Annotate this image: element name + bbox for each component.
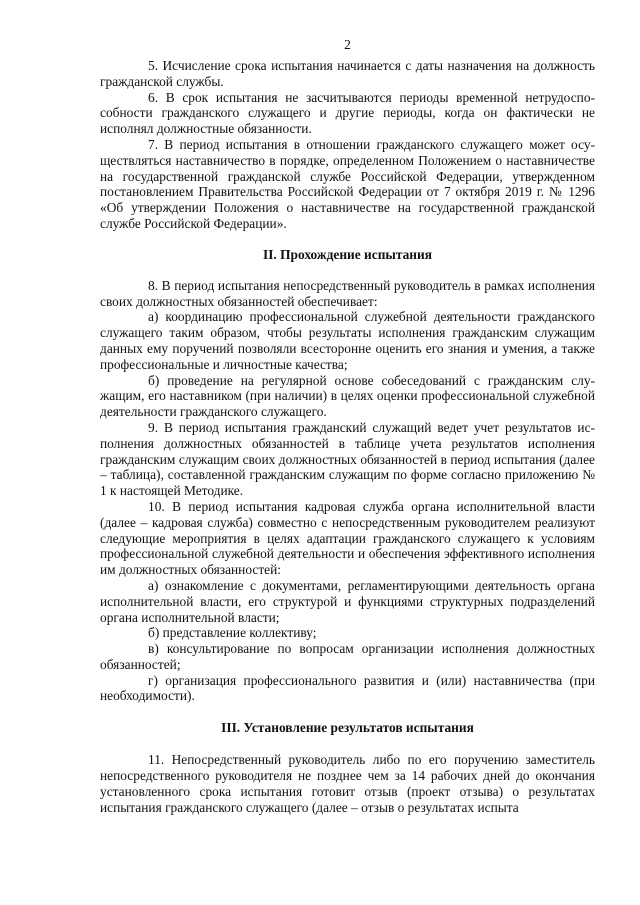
paragraph-10-a: а) ознакомление с документами, регламентирующими деятельность органа исполнительной власти, его структурой и функциями структурных подразделений органа исполнительной власти; (100, 577, 595, 625)
paragraph-8-b: б) проведение на регулярной основе собеседований с гражданским служащим, его наставником (при наличии) в целях оценки профессиональной служебной деятельности гражданского служащего. (100, 372, 595, 420)
paragraph-6: 6. В срок испытания не засчитываются периоды временной нетрудоспособности гражданского служащего и другие периоды, когда он фактически не исполнял должностные обязанности. (100, 89, 595, 137)
paragraph-5: 5. Исчисление срока испытания начинается с даты назначения на должность гражданской службы. (100, 58, 595, 89)
paragraph-9: 9. В период испытания гражданский служащий ведет учет результатов исполнения должностных обязанностей в таблице учета результатов исполнения гражданским служащим своих должностных обязанностей в период испытания (далее – таблица), составленной гражданским служащим по форме согласно приложению № 1 к настоящей Методике. (100, 419, 595, 499)
paragraph-10: 10. В период испытания кадровая служба органа исполнительной власти (далее – кадровая служба) совместно с непосредственным руководителем реализуют следующие мероприятия в целях адаптации гражданского служащего к условиям профессиональной служебной деятельности и обеспечения эффективного исполнения им должностных обязанностей: (100, 498, 595, 578)
section-2-heading: II. Прохождение испытания (263, 246, 432, 262)
paragraph-8: 8. В период испытания непосредственный руководитель в рамках исполнения своих должностных обязанностей обеспечивает: (100, 277, 595, 309)
page-number: 2 (344, 37, 351, 52)
paragraph-10-v: в) консультирование по вопросам организации исполнения должностных обязанностей; (100, 641, 595, 672)
paragraph-10-b: б) представление коллективу; (148, 625, 317, 641)
paragraph-10-g: г) организация профессионального развития и (или) наставничества (при необходимости). (100, 672, 595, 704)
paragraph-11: 11. Непосредственный руководитель либо по его поручению заместитель непосредственного руководителя не позднее чем за 14 рабочих дней до окончания установленного срока испытания готовит отзыв (проект отзыва) о результатах испытания гражданского служащего (далее – отзыв о результатах испыта (100, 752, 595, 815)
paragraph-8-a: а) координацию профессиональной служебной деятельности гражданского служащего таким образом, чтобы результаты исполнения гражданским служащим данных ему поручений позволяли всесторонне оценить его знания и умения, а также профессиональные и личностные качества; (100, 309, 595, 372)
document-page (100, 36, 595, 815)
section-3-heading: III. Установление результатов испытания (221, 720, 474, 736)
paragraph-7: 7. В период испытания в отношении гражданского служащего может осуществляться наставничество в порядке, определенном Положением о наставничестве на государственной гражданской службе Российской Федерации, утвержденном постановлением Правительства Российской Федерации от 7 октября 2019 г. № 1296 «Об утверждении Положения о наставничестве на государственной гражданской службе Российской Федерации». (100, 136, 595, 231)
